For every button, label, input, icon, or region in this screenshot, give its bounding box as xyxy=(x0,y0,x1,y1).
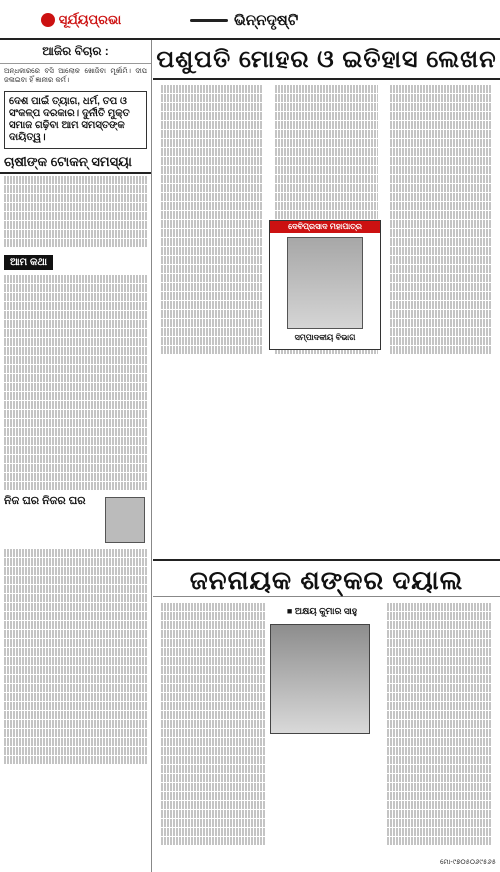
thought-of-day-label: ଆଜିର ବିଚାର : xyxy=(0,40,151,64)
bottom-article-col-3 xyxy=(383,601,496,861)
bottom-article-author: ■ ଅକ୍ଷୟ କୁମାର ସାହୁ xyxy=(286,606,358,616)
sun-icon xyxy=(41,13,55,27)
aam-kotha-label: ଆମ କଥା xyxy=(4,255,53,270)
newspaper-logo xyxy=(6,6,156,34)
pen-icon xyxy=(190,19,228,22)
opinion-author-photo xyxy=(105,497,145,543)
opinion-body xyxy=(0,547,151,767)
main-article-col-1 xyxy=(157,83,267,357)
logo-text: ସୂର୍ଯ୍ୟପ୍ରଭା xyxy=(58,12,122,28)
left-headline-box: ଦେଶ ପାଇଁ ତ୍ୟାଗ, ଧର୍ମ, ତପ ଓ ସଂକଳ୍ପ ଦରକାର। ଦୁର୍ନୀତି ମୁକ୍ତ ସମାଜ ଗଢ଼ିବା ଆମ ସମସ୍ତଙ୍କ ଦାୟିତ୍ୱ। xyxy=(4,91,147,149)
politician-photo xyxy=(270,624,370,734)
farmers-token-body xyxy=(0,174,151,250)
main-article-title: ପଶୁପତି ମୋହର ଓ ଇତିହାସ ଲେଖନ xyxy=(153,40,500,80)
footer-code: ମୋ-୯୭୦୫୦୬୯୫୬୫ xyxy=(440,858,496,866)
bottom-article-col-1 xyxy=(157,601,270,861)
main-article-body xyxy=(153,80,500,600)
masthead xyxy=(0,0,500,40)
opinion-byline xyxy=(0,493,151,547)
left-column xyxy=(0,40,152,872)
opinion-heading: ନିଜ ଘର ନିଜର ଘର xyxy=(4,495,86,507)
author-photo xyxy=(287,237,363,329)
bottom-article-title: ଜନନାୟକ ଶଙ୍କର ଦୟାଲ xyxy=(153,559,500,597)
thought-of-day-quote: ଅନ୍ଧକାରରେ ବସି ଆଲୋକ ଖୋଜିବା ମୂର୍ଖାମି। ଦୀପ ଜଳାଇବା ହିଁ ଜ୍ଞାନୀର କର୍ମ। xyxy=(4,67,147,84)
author-name: ସମ୍ପାଦକୀୟ ବିଭାଗ xyxy=(294,333,356,342)
author-box xyxy=(269,220,381,350)
author-tag: ଦେବିପ୍ରସାଦ ମହାପାତ୍ର xyxy=(270,221,380,233)
farmers-token-headline: ଚାଷୀଙ୍କ ଟୋକନ୍ ସମସ୍ୟା xyxy=(0,152,151,174)
section-title-text: ଭିନ୍ନଦୃଷ୍ଟି xyxy=(234,11,299,29)
main-article-col-3 xyxy=(386,83,496,357)
aam-kotha-body xyxy=(0,273,151,493)
section-title xyxy=(190,6,330,34)
